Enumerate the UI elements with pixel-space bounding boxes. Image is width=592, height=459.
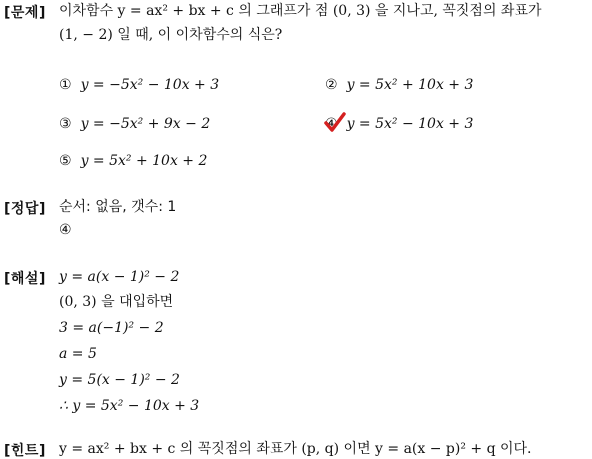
explanation-line-6: ∴ y = 5x² − 10x + 3 <box>59 398 200 414</box>
hint-label: [힌트] <box>4 443 46 459</box>
answer-order-count: 순서: 없음, 갯수: 1 <box>59 199 177 215</box>
choice-4[interactable] <box>325 114 473 134</box>
choice-text: y = −5x² − 10x + 3 <box>80 77 220 93</box>
choice-text: y = 5x² + 10x + 3 <box>346 77 474 93</box>
choice-5[interactable] <box>59 151 207 171</box>
choice-number: ① <box>59 77 72 93</box>
explanation-line-3: 3 = a(−1)² − 2 <box>59 320 164 336</box>
answer-label: [정답] <box>4 201 46 217</box>
checkmark-icon <box>323 111 347 135</box>
choice-1[interactable] <box>59 75 219 95</box>
choice-number: ⑤ <box>59 153 72 169</box>
explanation-line-5: y = 5(x − 1)² − 2 <box>59 372 180 388</box>
choice-number: ② <box>325 77 338 93</box>
choice-text: y = −5x² + 9x − 2 <box>80 116 211 132</box>
choice-text: y = 5x² − 10x + 3 <box>346 116 474 132</box>
explanation-line-2: (0, 3) 을 대입하면 <box>59 294 174 310</box>
explanation-line-4: a = 5 <box>59 346 97 362</box>
choice-number: ④ <box>325 116 338 132</box>
choice-2[interactable] <box>325 75 473 95</box>
hint-text: y = ax² + bx + c 의 꼭짓점의 좌표가 (p, q) 이면 y = a(x − p)² + q 이다. <box>59 441 532 457</box>
explanation-label: [해설] <box>4 271 46 287</box>
explanation-line-1: y = a(x − 1)² − 2 <box>59 269 180 285</box>
problem-text-line2: (1, − 2) 일 때, 이 이차함수의 식은? <box>59 27 283 43</box>
choice-number: ③ <box>59 116 72 132</box>
choice-3[interactable] <box>59 114 210 134</box>
problem-text-line1: 이차함수 y = ax² + bx + c 의 그래프가 점 (0, 3) 을 지나고, 꼭짓점의 좌표가 <box>59 3 542 19</box>
checkmark-stroke <box>326 114 344 130</box>
problem-label: [문제] <box>4 5 46 21</box>
choice-text: y = 5x² + 10x + 2 <box>80 153 208 169</box>
answer-choice: ④ <box>59 222 72 238</box>
